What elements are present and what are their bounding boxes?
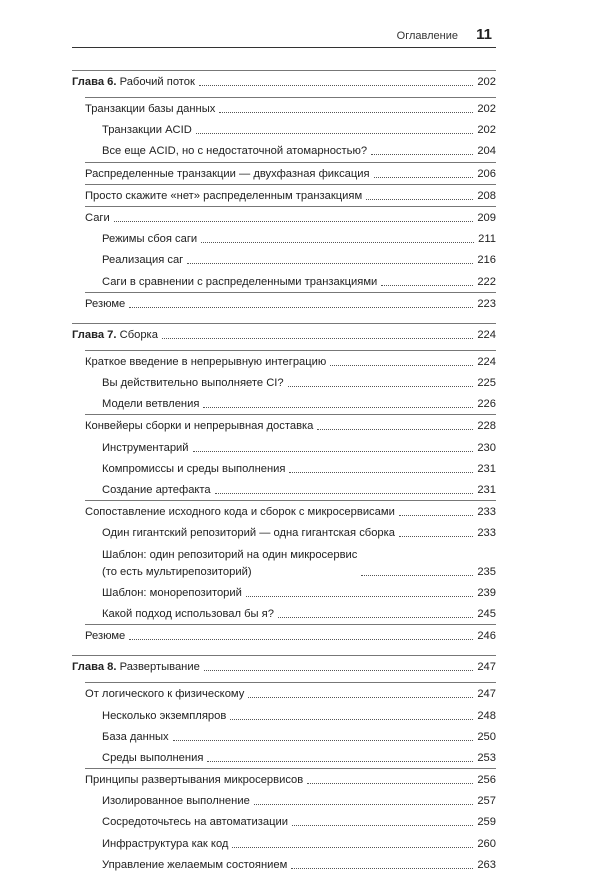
leader-dots <box>330 364 473 366</box>
entry-text: База данных <box>102 730 169 743</box>
entry-text: Компромиссы и среды выполнения <box>102 462 286 475</box>
entry-page-number: 256 <box>477 774 496 787</box>
chapter-gap <box>72 314 496 323</box>
toc-chapter[interactable] <box>72 70 496 89</box>
entry-page-number: 245 <box>477 607 496 620</box>
toc-subsection[interactable] <box>102 372 496 390</box>
entry-text: Краткое введение в непрерывную интеграцию <box>85 355 327 368</box>
entry-page-number: 211 <box>478 233 496 246</box>
entry-text: Инструментарий <box>102 441 189 454</box>
entry-title <box>85 630 127 643</box>
entry-text: Распределенные транзакции — двухфазная фиксация <box>85 167 370 180</box>
toc-subsection[interactable] <box>102 854 496 872</box>
leader-dots <box>361 574 473 576</box>
entry-page-number: 246 <box>477 630 496 643</box>
toc-section[interactable] <box>85 682 496 701</box>
toc-subsection[interactable] <box>102 458 496 476</box>
toc-section[interactable] <box>85 292 496 311</box>
entry-text: Транзакции базы данных <box>85 103 216 115</box>
chapter-title: Развертывание <box>119 661 200 674</box>
leader-dots <box>204 669 474 671</box>
toc-subsection[interactable] <box>102 811 496 829</box>
entry-page-number: 204 <box>477 145 496 158</box>
chapter-label: Глава 7. <box>72 328 117 341</box>
entry-page-number: 202 <box>477 103 496 115</box>
toc-section[interactable] <box>85 624 496 643</box>
entry-page-number: 224 <box>477 355 496 368</box>
toc-section[interactable] <box>85 350 496 369</box>
entry-title <box>102 838 230 851</box>
toc-subsection[interactable] <box>102 603 496 621</box>
leader-dots <box>278 616 473 618</box>
entry-text: Инфраструктура как код <box>102 837 229 850</box>
leader-dots <box>292 824 473 826</box>
toc-subsection[interactable] <box>102 228 496 246</box>
leader-dots <box>187 262 473 264</box>
toc-subsection[interactable] <box>102 582 496 600</box>
entry-page-number: 233 <box>477 527 496 540</box>
leader-dots <box>381 284 473 286</box>
chapter-label: Глава 8. <box>72 661 117 674</box>
toc-chapter[interactable] <box>72 323 496 342</box>
entry-page-number: 231 <box>477 484 496 496</box>
entry-text: Модели ветвления <box>102 398 200 411</box>
entry-page-number: 250 <box>477 730 496 743</box>
leader-dots <box>193 450 474 452</box>
leader-dots <box>230 718 473 720</box>
toc-subsection[interactable] <box>102 522 496 540</box>
leader-dots <box>173 739 474 741</box>
entry-title <box>85 506 397 519</box>
entry-title <box>102 442 191 455</box>
leader-dots <box>371 153 473 155</box>
toc-subsection[interactable] <box>102 437 496 455</box>
chapter-title: Сборка <box>119 328 158 341</box>
entry-title <box>102 608 276 621</box>
leader-dots <box>248 696 473 698</box>
entry-page-number: 248 <box>477 709 496 722</box>
entry-text: Режимы сбоя саги <box>102 233 198 246</box>
entry-title <box>102 463 287 476</box>
leader-dots <box>246 595 473 597</box>
entry-text: Просто скажите «нет» распределенным транзакциям <box>85 189 363 202</box>
entry-page-number: 259 <box>477 816 496 829</box>
toc-section[interactable] <box>85 768 496 787</box>
toc-subsection[interactable] <box>102 544 496 579</box>
chapter-gap <box>72 646 496 655</box>
running-header <box>72 22 496 48</box>
leader-dots <box>219 111 473 113</box>
entry-title <box>102 731 171 744</box>
entry-title <box>85 103 217 116</box>
entry-title <box>102 587 244 600</box>
entry-text: Какой подход использовал бы я? <box>102 607 274 620</box>
toc-subsection[interactable] <box>102 249 496 267</box>
toc-chapter[interactable] <box>72 655 496 674</box>
chapter-page-number: 224 <box>477 328 496 341</box>
entry-title <box>85 168 372 181</box>
entry-title <box>102 752 205 765</box>
chapter-title: Рабочий поток <box>119 76 195 88</box>
toc-section[interactable] <box>85 206 496 225</box>
entry-page-number: 231 <box>477 462 496 475</box>
entry-page-number: 202 <box>477 124 496 137</box>
entry-title <box>85 298 127 311</box>
entry-page-number: 247 <box>477 688 496 701</box>
entry-page-number: 223 <box>477 297 496 310</box>
header-rule <box>72 47 496 48</box>
entry-title <box>102 484 213 497</box>
entry-title <box>102 254 185 267</box>
chapter-heading <box>72 661 202 674</box>
entry-text: Саги в сравнении с распределенными транзакциями <box>102 275 378 288</box>
leader-dots <box>215 492 474 494</box>
leader-dots <box>129 638 473 640</box>
toc-subsection[interactable] <box>102 726 496 744</box>
entry-page-number: 230 <box>477 441 496 454</box>
leader-dots <box>203 406 473 408</box>
entry-text: Шаблон: монорепозиторий <box>102 586 242 599</box>
leader-dots <box>162 337 473 339</box>
entry-text: Транзакции ACID <box>102 124 192 137</box>
entry-title <box>102 145 369 158</box>
toc-subsection[interactable] <box>102 790 496 808</box>
leader-dots <box>399 514 474 516</box>
leader-dots <box>317 428 473 430</box>
entry-text: Саги <box>85 211 110 224</box>
entry-title <box>85 420 315 433</box>
chapter-heading <box>72 76 197 89</box>
entry-title <box>102 233 199 246</box>
leader-dots <box>201 241 474 243</box>
entry-page-number: 239 <box>477 586 496 599</box>
leader-dots <box>291 867 473 869</box>
chapter-heading <box>72 329 160 342</box>
entry-page-number: 257 <box>477 795 496 808</box>
entry-page-number: 263 <box>477 858 496 871</box>
entry-text: От логического к физическому <box>85 688 245 701</box>
entry-text: Резюме <box>85 630 126 643</box>
leader-dots <box>199 84 473 86</box>
entry-text: Среды выполнения <box>102 751 204 764</box>
entry-text: Все еще ACID, но с недостаточной атомарностью? <box>102 145 368 158</box>
entry-text-continued: (то есть мультирепозиторий) <box>102 565 252 578</box>
leader-dots <box>374 176 474 178</box>
leader-dots <box>207 760 473 762</box>
entry-page-number: 233 <box>477 506 496 519</box>
leader-dots <box>114 220 474 222</box>
entry-title <box>102 377 286 390</box>
entry-title <box>102 795 252 808</box>
entry-title <box>102 124 194 137</box>
entry-page-number: 216 <box>477 254 496 267</box>
chapter-page-number: 202 <box>477 76 496 88</box>
leader-dots <box>307 782 473 784</box>
entry-title <box>85 688 246 701</box>
leader-dots <box>366 198 473 200</box>
entry-text: Конвейеры сборки и непрерывная доставка <box>85 420 314 433</box>
toc-section[interactable] <box>85 97 496 116</box>
leader-dots <box>129 306 473 308</box>
entry-page-number: 222 <box>477 275 496 288</box>
entry-text: Реализация саг <box>102 254 184 267</box>
entry-text: Шаблон: один репозиторий на один микросервис <box>102 548 358 561</box>
entry-text: Вы действительно выполняете CI? <box>102 377 284 390</box>
toc-subsection[interactable] <box>102 479 496 497</box>
leader-dots <box>232 846 473 848</box>
entry-page-number: 206 <box>477 167 496 180</box>
toc-subsection[interactable] <box>102 705 496 723</box>
entry-page-number: 260 <box>477 837 496 850</box>
entry-title <box>85 190 364 203</box>
entry-page-number: 225 <box>477 377 496 390</box>
entry-text: Принципы развертывания микросервисов <box>85 774 304 787</box>
toc-section[interactable] <box>85 414 496 433</box>
entry-title <box>85 212 112 225</box>
toc-section[interactable] <box>85 184 496 203</box>
toc-subsection[interactable] <box>102 833 496 851</box>
entry-page-number: 209 <box>477 211 496 224</box>
entry-page-number: 253 <box>477 751 496 764</box>
toc-section[interactable] <box>85 500 496 519</box>
entry-text: Сосредоточьтесь на автоматизации <box>102 816 289 829</box>
entry-title <box>85 774 305 787</box>
entry-title <box>85 356 328 369</box>
entry-page-number: 208 <box>477 189 496 202</box>
toc-subsection[interactable] <box>102 393 496 411</box>
entry-title <box>102 276 379 289</box>
entry-title <box>102 710 228 723</box>
toc-subsection[interactable] <box>102 119 496 137</box>
entry-page-number: 228 <box>477 420 496 433</box>
chapter-page-number: 247 <box>477 661 496 674</box>
toc-subsection[interactable] <box>102 271 496 289</box>
entry-text: Создание артефакта <box>102 484 211 496</box>
entry-title <box>102 527 397 540</box>
leader-dots <box>288 385 474 387</box>
chapter-label: Глава 6. <box>72 76 117 88</box>
entry-page-number: 235 <box>477 565 496 578</box>
entry-page-number: 226 <box>477 398 496 411</box>
leader-dots <box>196 132 474 134</box>
leader-dots <box>254 803 474 805</box>
header-page-number: 11 <box>476 26 492 43</box>
entry-text: Сопоставление исходного кода и сборок с микросервисами <box>85 506 395 519</box>
header-title: Оглавление <box>396 30 458 42</box>
entry-title <box>102 398 201 411</box>
entry-text: Один гигантский репозиторий — одна гигантская сборка <box>102 527 396 540</box>
toc-section[interactable] <box>85 162 496 181</box>
entry-title <box>102 816 290 829</box>
toc-subsection[interactable] <box>102 140 496 158</box>
entry-text: Несколько экземпляров <box>102 709 227 722</box>
entry-text: Изолированное выполнение <box>102 795 250 808</box>
entry-title <box>102 859 289 872</box>
entry-text: Резюме <box>85 297 126 310</box>
entry-title <box>102 549 359 579</box>
leader-dots <box>399 535 473 537</box>
leader-dots <box>289 471 473 473</box>
entry-text: Управление желаемым состоянием <box>102 858 288 871</box>
table-of-contents <box>72 70 496 875</box>
